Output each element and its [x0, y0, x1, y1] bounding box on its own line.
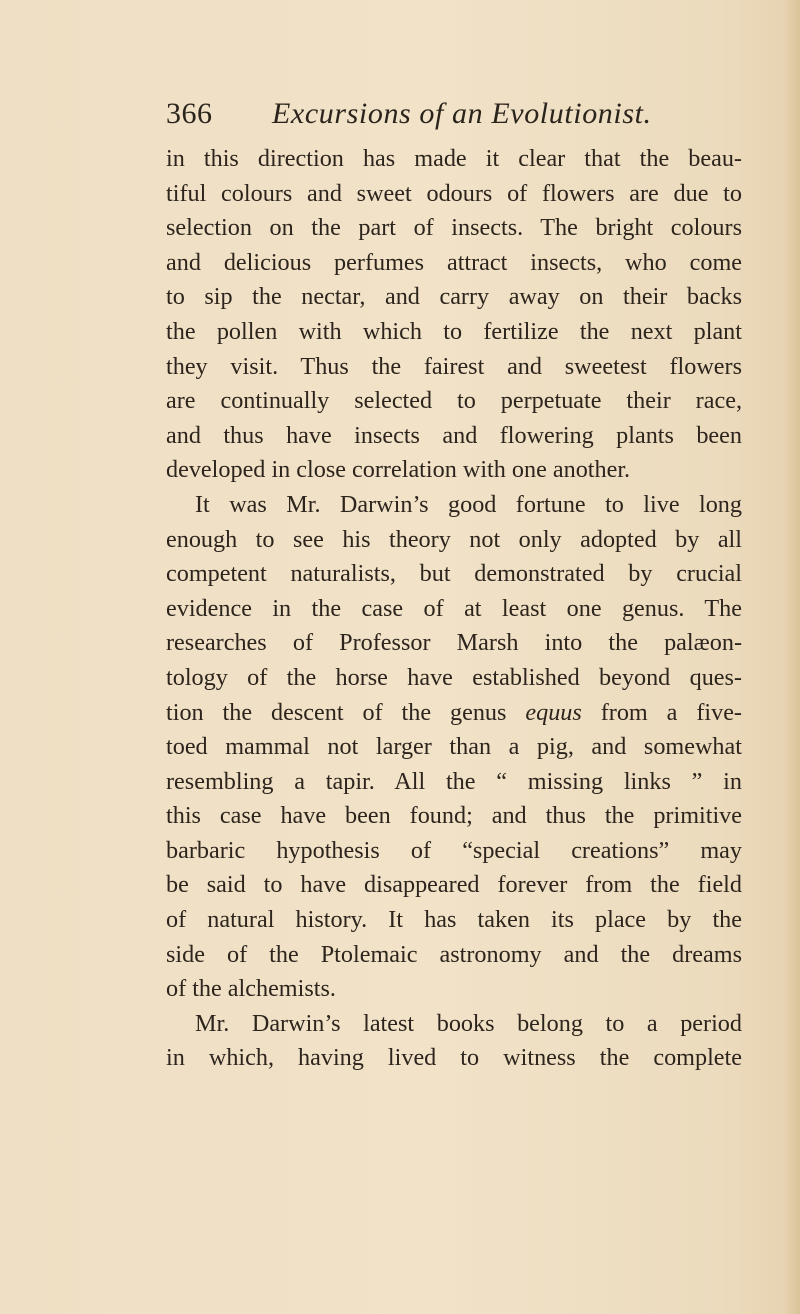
line-text-before: tion the descent of the genus — [166, 698, 526, 726]
text-line: and thus have insects and flowering plants been — [166, 421, 742, 449]
line-text-after: from a five- — [581, 698, 742, 726]
text-line: they visit. Thus the fairest and sweetest flowers — [166, 352, 742, 380]
italic-genus-name: equus — [525, 698, 582, 726]
text-line-with-italic — [166, 696, 742, 731]
text-line: side of the Ptolemaic astronomy and the dreams — [166, 940, 742, 968]
text-line: resembling a tapir. All the “ missing links ” in — [166, 767, 742, 795]
text-line: researches of Professor Marsh into the palæon- — [166, 629, 742, 657]
text-line: are continually selected to perpetuate their race, — [166, 387, 742, 415]
text-line: be said to have disappeared forever from the field — [166, 871, 742, 899]
text-line: and delicious perfumes attract insects, who come — [166, 248, 742, 276]
page-edge-shadow — [784, 0, 800, 1314]
running-head — [166, 97, 786, 137]
text-line: the pollen with which to fertilize the next plant — [166, 317, 742, 345]
text-line: competent naturalists, but demonstrated by crucial — [166, 560, 742, 588]
text-line: this case have been found; and thus the primitive — [166, 802, 742, 830]
text-line: toed mammal not larger than a pig, and somewhat — [166, 733, 742, 761]
text-line: tology of the horse have established beyond ques- — [166, 663, 742, 691]
text-line: in which, having lived to witness the complete — [166, 1044, 742, 1072]
text-line: selection on the part of insects. The bright colours — [166, 214, 742, 242]
running-title: Excursions of an Evolutionist. — [272, 97, 652, 130]
text-line: enough to see his theory not only adopted by all — [166, 525, 742, 553]
text-line: evidence in the case of at least one genus. The — [166, 594, 742, 622]
paragraph-start-line: Mr. Darwin’s latest books belong to a period — [195, 1009, 742, 1037]
paragraph-end-line: of the alchemists. — [166, 975, 336, 1003]
text-line: in this direction has made it clear that the beau- — [166, 145, 742, 172]
text-line: of natural history. It has taken its place by the — [166, 906, 742, 934]
body-text — [166, 142, 742, 1076]
text-line: barbaric hypothesis of “special creations” may — [166, 836, 742, 864]
paragraph-end-line: developed in close correlation with one another. — [166, 456, 631, 484]
text-line: to sip the nectar, and carry away on their backs — [166, 283, 742, 311]
paragraph-start-line: It was Mr. Darwin’s good fortune to live long — [195, 490, 742, 518]
text-line: tiful colours and sweet odours of flowers are due to — [166, 179, 742, 207]
page-number: 366 — [166, 97, 213, 130]
